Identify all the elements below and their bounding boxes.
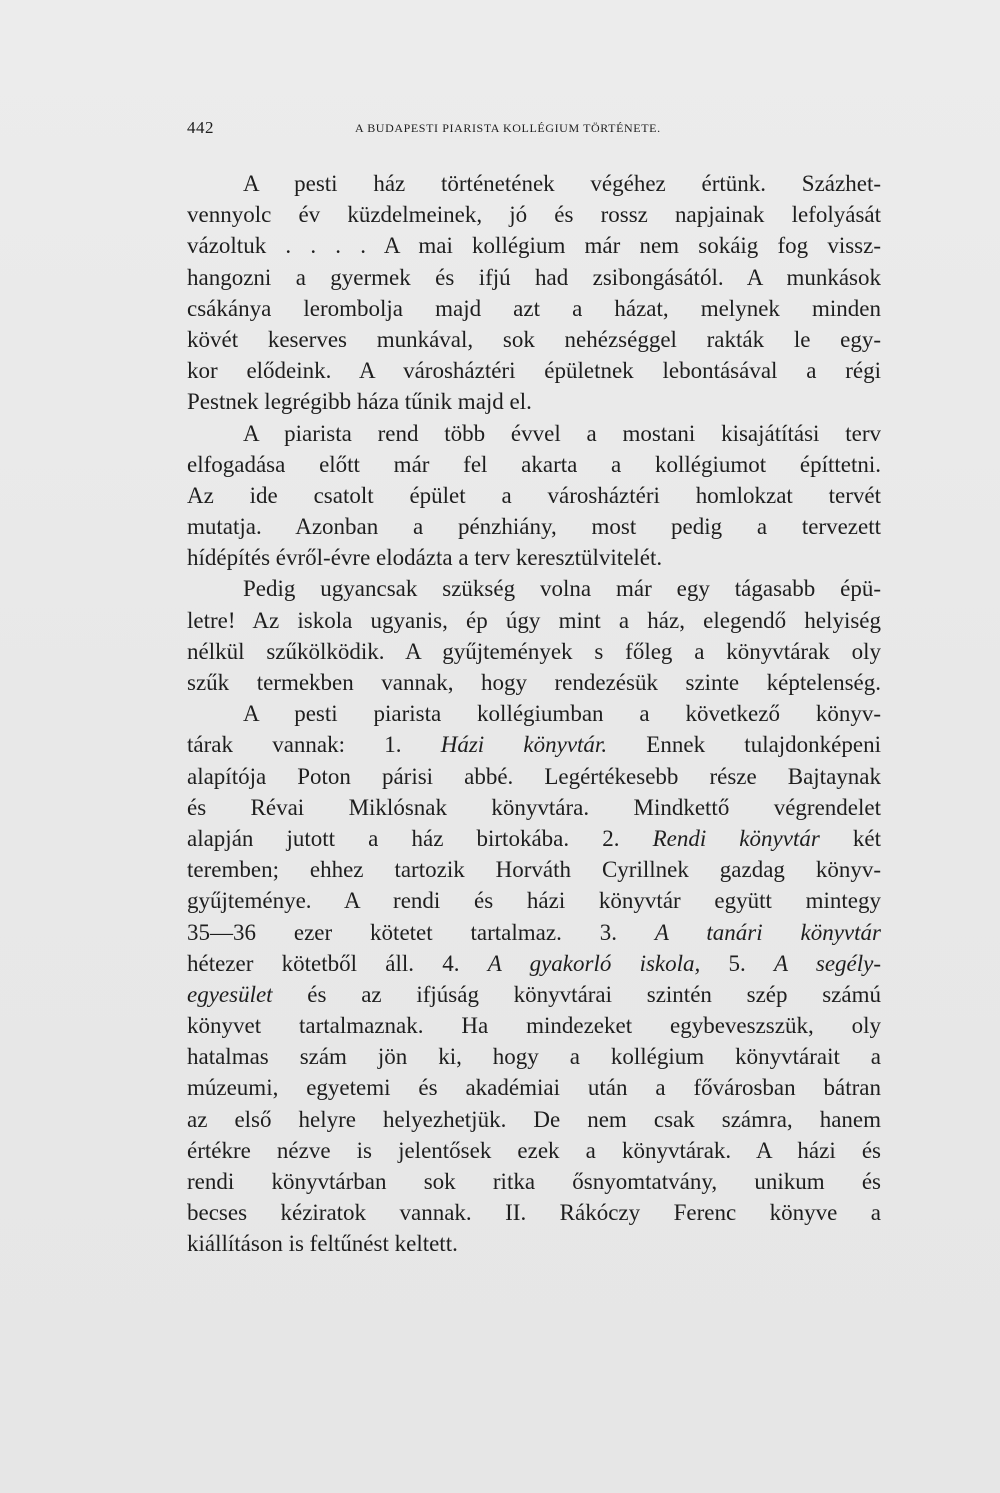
text-run: 35—36 ezer kötetet tartalmaz. 3. [187, 919, 655, 945]
text-line [187, 948, 881, 979]
text-line: gyűjteménye. A rendi és házi könyvtár együtt mintegy [187, 888, 881, 914]
text-line: az első helyre helyezhetjük. De nem csak számra, hanem [187, 1106, 881, 1132]
text-line: becses kéziratok vannak. II. Rákóczy Ferenc könyve a [187, 1200, 881, 1226]
text-line: Pedig ugyancsak szükség volna már egy tágasabb épü- [243, 576, 881, 602]
text-line: szűk termekben vannak, hogy rendezésük szinte képtelenség. [187, 670, 881, 695]
italic-run: A tanári könyvtár [654, 919, 881, 945]
text-run: tárak vannak: 1. [187, 732, 441, 758]
text-run: két [819, 825, 881, 851]
text-run: hétezer kötetből áll. 4. [187, 950, 488, 976]
text-run: 5. [700, 950, 774, 976]
text-line: elfogadása előtt már fel akarta a kollégiumot építtetni. [187, 451, 881, 477]
text-line: értékre nézve is jelentősek ezek a könyvtárak. A házi és [187, 1137, 881, 1163]
page-header [187, 118, 881, 140]
text-line: A pesti piarista kollégiumban a következő könyv- [243, 701, 881, 727]
text-line: teremben; ehhez tartozik Horváth Cyrillnek gazdag könyv- [187, 857, 881, 883]
text-line: hangozni a gyermek és ifjú had zsibongásától. A munkások [187, 264, 881, 290]
text-line: A pesti ház történetének végéhez értünk. Százhet- [243, 171, 881, 196]
text-line: könyvet tartalmaznak. Ha mindezeket egybeveszszük, oly [187, 1013, 881, 1039]
text-run: alapján jutott a ház birtokába. 2. [187, 825, 653, 851]
text-line [187, 823, 881, 854]
text-line: nélkül szűkölködik. A gyűjtemények s főleg a könyvtárak oly [187, 638, 881, 664]
text-line: Pestnek legrégibb háza tűnik majd el. [187, 389, 532, 415]
text-line: és Révai Miklósnak könyvtára. Mindkettő végrendelet [187, 794, 881, 820]
text-line: letre! Az iskola ugyanis, ép úgy mint a ház, elegendő helyiség [187, 607, 881, 633]
text-line: kiállításon is feltűnést keltett. [187, 1231, 458, 1257]
text-line: kövét keserves munkával, sok nehézséggel rakták le egy- [187, 326, 881, 352]
text-run: és az ifjúság könyvtárai szintén szép számú [272, 981, 881, 1007]
text-line: rendi könyvtárban sok ritka ősnyomtatvány, unikum és [187, 1169, 881, 1194]
text-line: kor elődeink. A városháztéri épületnek lebontásával a régi [187, 358, 881, 384]
text-run: Ennek tulajdonképeni [607, 732, 881, 758]
page-number: 442 [187, 118, 214, 137]
text-line: csákánya lerombolja majd azt a házat, melynek minden [187, 295, 881, 321]
italic-run: Rendi könyvtár [652, 825, 820, 851]
text-line [187, 917, 881, 948]
italic-run: A segély- [774, 950, 881, 976]
text-line: Az ide csatolt épület a városháztéri homlokzat tervét [187, 482, 881, 508]
text-line: mutatja. Azonban a pénzhiány, most pedig a tervezett [187, 514, 881, 540]
text-line: A piarista rend több évvel a mostani kisajátítási terv [243, 420, 881, 446]
text-line: hídépítés évről-évre elodázta a terv keresztülvitelét. [187, 545, 663, 571]
body-text [187, 168, 881, 1260]
italic-run: egyesület [187, 981, 273, 1007]
text-line [187, 979, 881, 1010]
text-line: vennyolc év küzdelmeinek, jó és rossz napjainak lefolyását [187, 202, 881, 228]
text-line: hatalmas szám jön ki, hogy a kollégium könyvtárait a [187, 1044, 881, 1070]
italic-run: Házi könyvtár. [440, 732, 608, 758]
text-line: múzeumi, egyetemi és akadémiai után a fővárosban bátran [187, 1075, 881, 1101]
running-title: A BUDAPESTI PIARISTA KOLLÉGIUM TÖRTÉNETE. [355, 121, 661, 135]
text-line [187, 729, 881, 760]
italic-run: A gyakorló iskola, [487, 950, 701, 976]
text-line: vázoltuk . . . . A mai kollégium már nem sokáig fog vissz- [187, 233, 881, 259]
text-line: alapítója Poton párisi abbé. Legértékesebb része Bajtaynak [187, 763, 881, 789]
